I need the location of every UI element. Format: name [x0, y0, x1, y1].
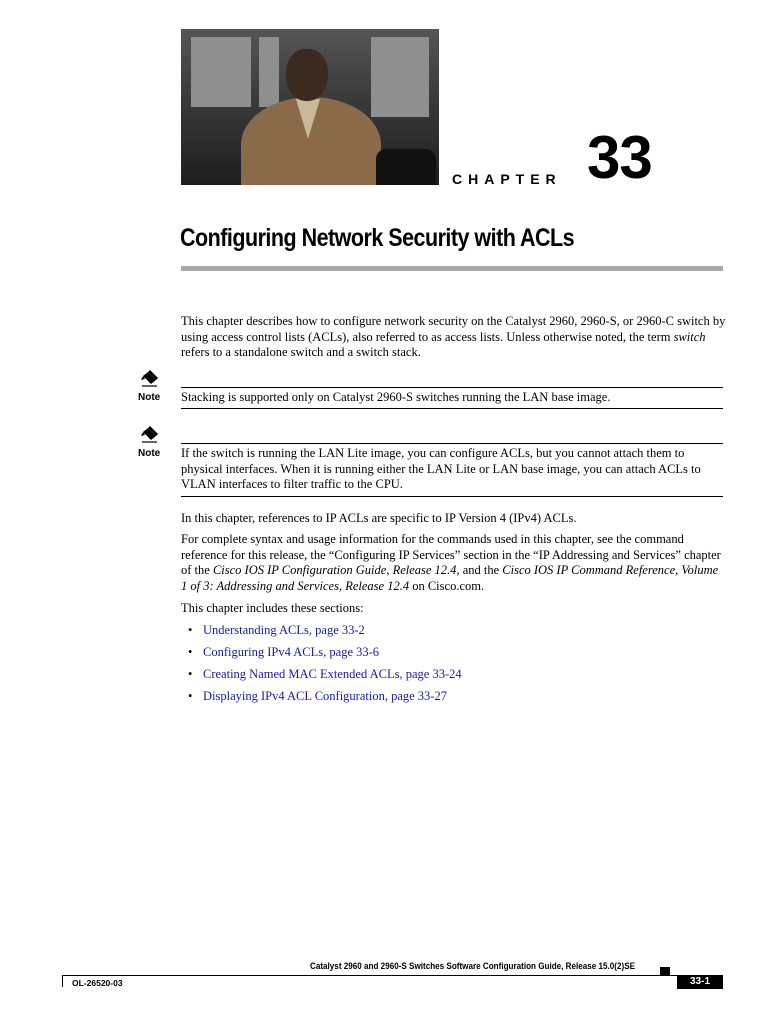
bullet-icon: •	[188, 623, 193, 637]
intro-term: switch	[673, 329, 706, 344]
chapter-photo	[181, 29, 439, 185]
footer-rule	[62, 975, 722, 976]
pencil-note-icon	[139, 424, 161, 446]
section-link[interactable]: Understanding ACLs, page 33-2	[203, 623, 365, 637]
list-item	[181, 667, 726, 689]
bullet-icon: •	[188, 645, 193, 659]
list-item	[181, 689, 726, 711]
page-number: 33-1	[677, 975, 723, 989]
syntax-paragraph: For complete syntax and usage information for the commands used in this chapter, see the command reference for this release, the “Configuring IP Services” section in the “IP Addressing and Services” chapter of the Cisco IOS IP Configuration Guide, Release 12.4, and the Cisco IOS IP Command Reference, Volume 1 of 3: Addressing and Services, Release 12.4 on Cisco.com.	[181, 532, 721, 593]
note-text: If the switch is running the LAN Lite image, you can configure ACLs, but you cannot attach them to physical interfaces. When it is running either the LAN Lite or LAN base image, you can attach ACLs to VLAN interfaces to filter traffic to the CPU.	[181, 446, 701, 491]
note-label: Note	[138, 392, 161, 403]
ipv4-paragraph: In this chapter, references to IP ACLs are specific to IP Version 4 (IPv4) ACLs.	[181, 511, 577, 525]
chapter-number: 33	[587, 124, 652, 191]
sections-intro: This chapter includes these sections:	[181, 601, 364, 615]
footer-marker	[660, 967, 670, 975]
note-top-rule	[181, 443, 723, 444]
footer-guide-title: Catalyst 2960 and 2960-S Switches Software Configuration Guide, Release 15.0(2)SE	[310, 961, 636, 971]
section-link[interactable]: Configuring IPv4 ACLs, page 33-6	[203, 645, 380, 659]
section-list	[181, 623, 726, 711]
bullet-icon: •	[188, 689, 193, 703]
page-title: Configuring Network Security with ACLs	[180, 224, 575, 252]
note-bottom-rule	[181, 496, 723, 497]
bullet-icon: •	[188, 667, 193, 681]
note-text: Stacking is supported only on Catalyst 2960-S switches running the LAN base image.	[181, 390, 611, 404]
reference-title: Cisco IOS IP Configuration Guide, Release 12.4	[212, 563, 457, 577]
section-link[interactable]: Creating Named MAC Extended ACLs, page 33-24	[203, 667, 462, 681]
footer-tick	[62, 975, 63, 987]
note-top-rule	[181, 387, 723, 388]
chapter-label: CHAPTER	[452, 171, 562, 187]
note-label: Note	[138, 448, 161, 459]
footer-doc-number: OL-26520-03	[72, 978, 123, 988]
list-item	[181, 645, 726, 667]
pencil-note-icon	[139, 368, 161, 390]
list-item	[181, 623, 726, 645]
title-rule	[181, 266, 723, 271]
intro-paragraph: This chapter describes how to configure network security on the Catalyst 2960, 2960-S, or 2960-C switch by using access control lists (ACLs), also referred to as access lists. Unless otherwise noted, the term switch refers to a standalone switch and a switch stack.	[181, 314, 726, 359]
note-bottom-rule	[181, 408, 723, 409]
section-link[interactable]: Displaying IPv4 ACL Configuration, page 33-27	[203, 689, 447, 703]
reference-title: Cisco IOS IP Command Reference, Volume 1 of 3: Addressing and Services, Release 12.4	[181, 563, 719, 593]
